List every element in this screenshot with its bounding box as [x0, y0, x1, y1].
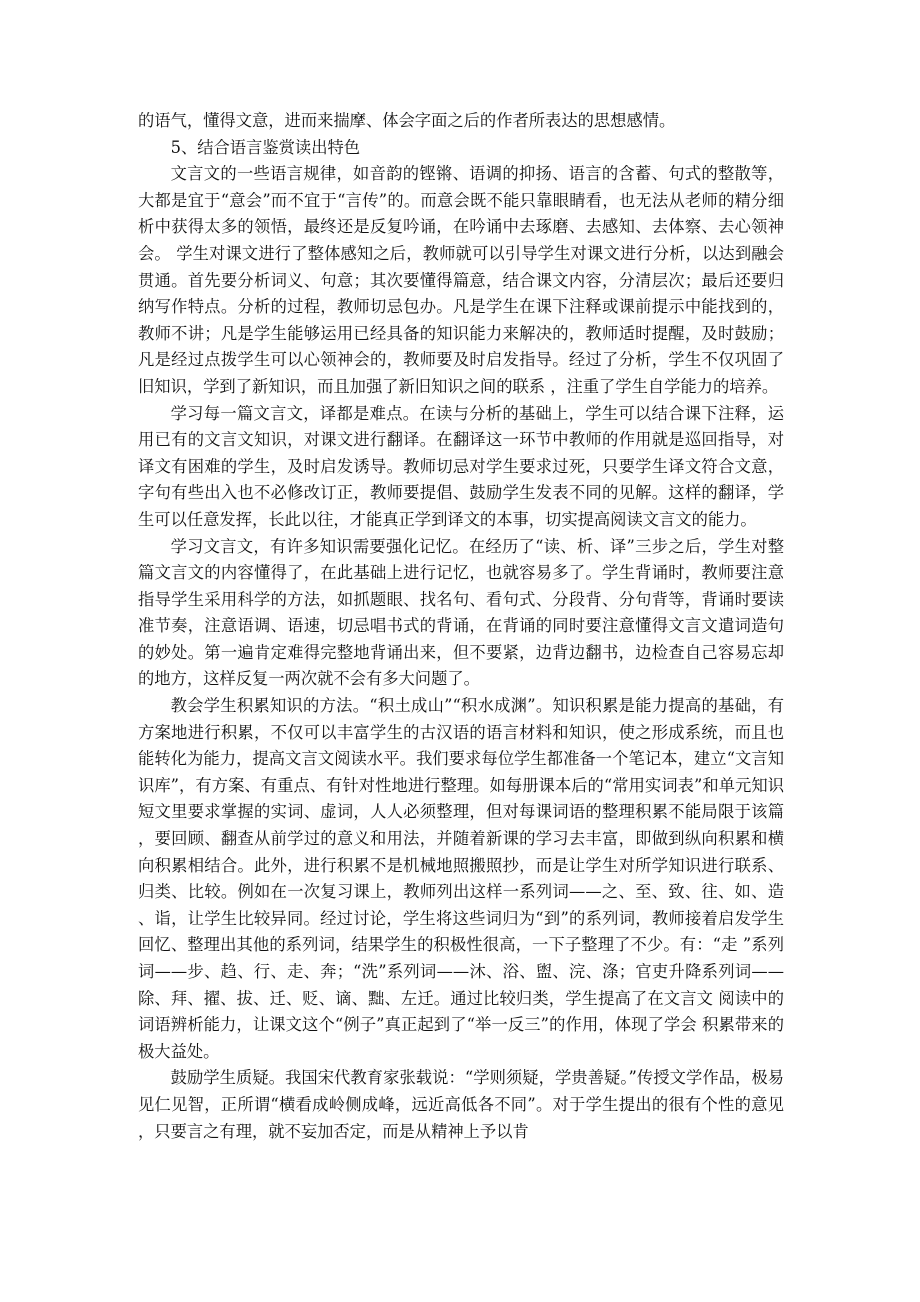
paragraph-accumulation: 教会学生积累知识的方法。“积土成山”“积水成渊”。知识积累是能力提高的基础，有方案地进行积累，不仅可以丰富学生的古汉语的语言材料和知识，使之形成系统，而且也能转化为能力，提高文言文阅读水平。我们要求每位学生都准备一个笔记本，建立“文言知识库”，有方案、有重点、有针对性地进行整理。如每册课本后的“常用实词表”和单元知识短文里要求掌握的实词、虚词，人人必须整理，但对每课词语的整理积累不能局限于该篇，要回顾、翻查从前学过的意义和用法，并随着新课的学习去丰富，即做到纵向积累和横向积累相结合。此外，进行积累不是机械地照搬照抄，而是让学生对所学知识进行联系、归类、比较。例如在一次复习课上，教师列出这样一系列词——之、至、致、往、如、造、诣，让学生比较异同。经过讨论，学生将这些词归为“到”的系列词，教师接着启发学生回忆、整理出其他的系列词，结果学生的积极性很高，一下子整理了不少。有：“走 ”系列词——步、趋、行、走、奔；“洗”系列词——沐、浴、盥、浣、涤；官吏升降系列词——除、拜、擢、拔、迁、贬、谪、黜、左迁。通过比较归类，学生提高了在文言文 阅读中的词语辨析能力，让课文这个“例子”真正起到了“举一反三”的作用，体现了学会 积累带来的极大益处。	[138, 696, 784, 1061]
paragraph-questioning: 鼓励学生质疑。我国宋代教育家张载说：“学则须疑，学贵善疑。”传授文学作品，极易见仁见智，正所谓“横看成岭侧成峰，远近高低各不同”。对于学生提出的很有个性的意见，只要言之有理，就不妄加否定，而是从精神上予以肯	[138, 1068, 784, 1141]
paragraph-translation: 学习每一篇文言文，译都是难点。在读与分析的基础上，学生可以结合课下注释，运用已有的文言文知识，对课文进行翻译。在翻译这一环节中教师的作用就是巡回指导，对译文有困难的学生，及时启发诱导。教师切忌对学生要求过死，只要学生译文符合文意，字句有些出入也不必修改订正，教师要提倡、鼓励学生发表不同的见解。这样的翻译，学生可以任意发挥，长此以往，才能真正学到译文的本事，切实提高阅读文言文的能力。	[138, 403, 784, 529]
paragraph-memorization: 学习文言文，有许多知识需要强化记忆。在经历了“读、析、译”三步之后，学生对整篇文言文的内容懂得了，在此基础上进行记忆，也就容易多了。学生背诵时，教师要注意指导学生采用科学的方法，如抓题眼、找名句、看句式、分段背、分句背等，背诵时要读准节奏，注意语调、语速，切忌唱书式的背诵，在背诵的同时要注意懂得文言文遣词造句的妙处。第一遍肯定难得完整地背诵出来，但不要紧，边背边翻书，边检查自己容易忘却的地方，这样反复一两次就不会有多大问题了。	[138, 536, 784, 689]
section-heading: 5、结合语言鉴赏读出特色	[170, 137, 361, 157]
paragraph-continuation: 的语气，懂得文意，进而来揣摩、体会字面之后的作者所表达的思想感情。	[138, 111, 676, 130]
paragraph-language-appreciation: 文言文的一些语言规律，如音韵的铿锵、语调的抑扬、语言的含蓄、句式的整散等，大都是宜于“意会”而不宜于“言传”的。而意会既不能只靠眼睛看，也无法从老师的精分细析中获得太多的领悟，最终还是反复吟诵，在吟诵中去琢磨、去感知、去体察、去心领神会。 学生对课文进行了整体感知之后，教师就可以引导学生对课文进行分析，以达到融会贯通。首先要分析词义、句意；其次要懂得篇意，结合课文内容，分清层次；最后还要归纳写作特点。分析的过程，教师切忌包办。凡是学生在课下注释或课前提示中能找到的，教师不讲；凡是学生能够运用已经具备的知识能力来解决的，教师适时提醒，及时鼓励；凡是经过点拨学生可以心领神会的，教师要及时启发指导。经过了分析，学生不仅巩固了旧知识，学到了新知识，而且加强了新旧知识之间的联系 ，注重了学生自学能力的培养。	[138, 164, 784, 396]
document-page	[138, 108, 784, 1145]
